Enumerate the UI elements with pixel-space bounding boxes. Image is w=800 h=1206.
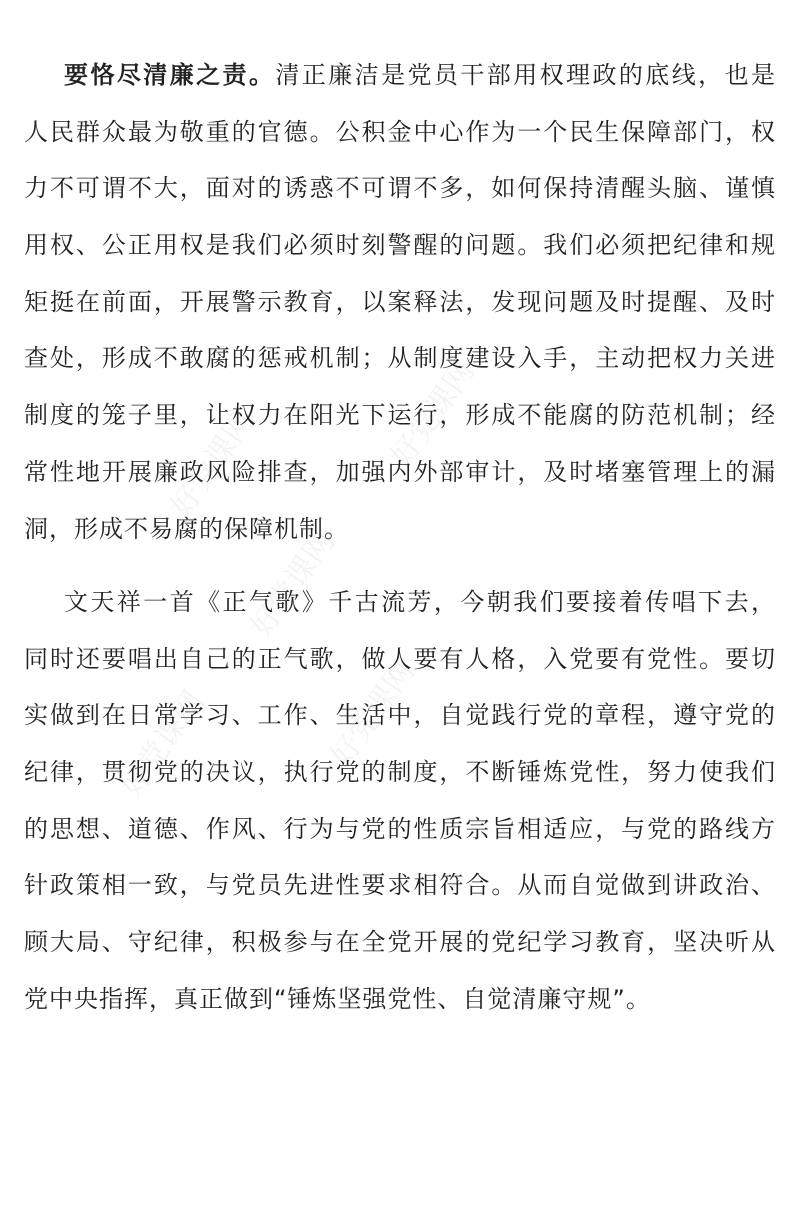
text-line [24,857,776,914]
paragraph-righteousness [24,574,776,1028]
line-text: 同时还要唱出自己的正气歌，做人要有人格，入党要有党性。要切 [24,644,776,673]
text-line [24,631,776,688]
text-line [24,47,776,104]
text-line [24,387,776,444]
text-line [24,914,776,971]
text-line [24,217,776,274]
text-line [24,160,776,217]
text-line [24,104,776,161]
line-text: 文天祥一首《正气歌》千古流芳，今朝我们要接着传唱下去， [64,588,776,616]
line-text: 实做到在日常学习、工作、生活中，自觉践行党的章程，遵守党的 [24,701,776,730]
text-line [24,444,776,501]
watermark: 好党课网 [164,404,262,524]
line-text: 清正廉洁是党员干部用权理政的底线，也是 [275,61,777,89]
text-line [24,330,776,387]
line-text: 矩挺在前面，开展警示教育，以案释法，发现问题及时提醒、及时 [24,287,776,316]
watermark: 好党课网 [114,684,212,804]
watermark: 好党课网 [384,354,482,474]
line-text: 纪律，贯彻党的决议，执行党的制度，不断锤炼党性，努力使我们 [24,758,776,787]
line-text: 查处，形成不敢腐的惩戒机制；从制度建设入手，主动把权力关进 [24,344,776,373]
text-line [24,574,776,631]
text-line [24,971,776,1028]
line-text: 针政策相一致，与党员先进性要求相符合。从而自觉做到讲政治、 [24,871,776,900]
line-text: 的思想、道德、作风、行为与党的性质宗旨相适应，与党的路线方 [24,814,776,843]
watermark: 好党课网 [244,524,342,644]
lead-heading: 要恪尽清廉之责。 [64,61,276,89]
line-text: 力不可谓不大，面对的诱惑不可谓不多，如何保持清醒头脑、谨慎 [24,174,776,203]
line-text: 用权、公正用权是我们必须时刻警醒的问题。我们必须把纪律和规 [24,231,776,260]
paragraph-integrity [24,47,776,557]
text-line [24,274,776,331]
text-line [24,687,776,744]
line-text: 制度的笼子里，让权力在阳光下运行，形成不能腐的防范机制；经 [24,401,776,430]
line-text: 人民群众最为敬重的官德。公积金中心作为一个民生保障部门，权 [24,117,776,146]
text-line [24,801,776,858]
line-text: 顾大局、守纪律，积极参与在全党开展的党纪学习教育，坚决听从 [24,928,776,957]
line-text: 洞，形成不易腐的保障机制。 [24,514,349,543]
text-line [24,501,776,558]
line-text: 常性地开展廉政风险排查，加强内外部审计，及时堵塞管理上的漏 [24,457,776,486]
watermark: 好党课网 [324,654,422,774]
text-line [24,744,776,801]
line-text: 党中央指挥，真正做到“锤炼坚强党性、自觉清廉守规”。 [24,984,651,1013]
